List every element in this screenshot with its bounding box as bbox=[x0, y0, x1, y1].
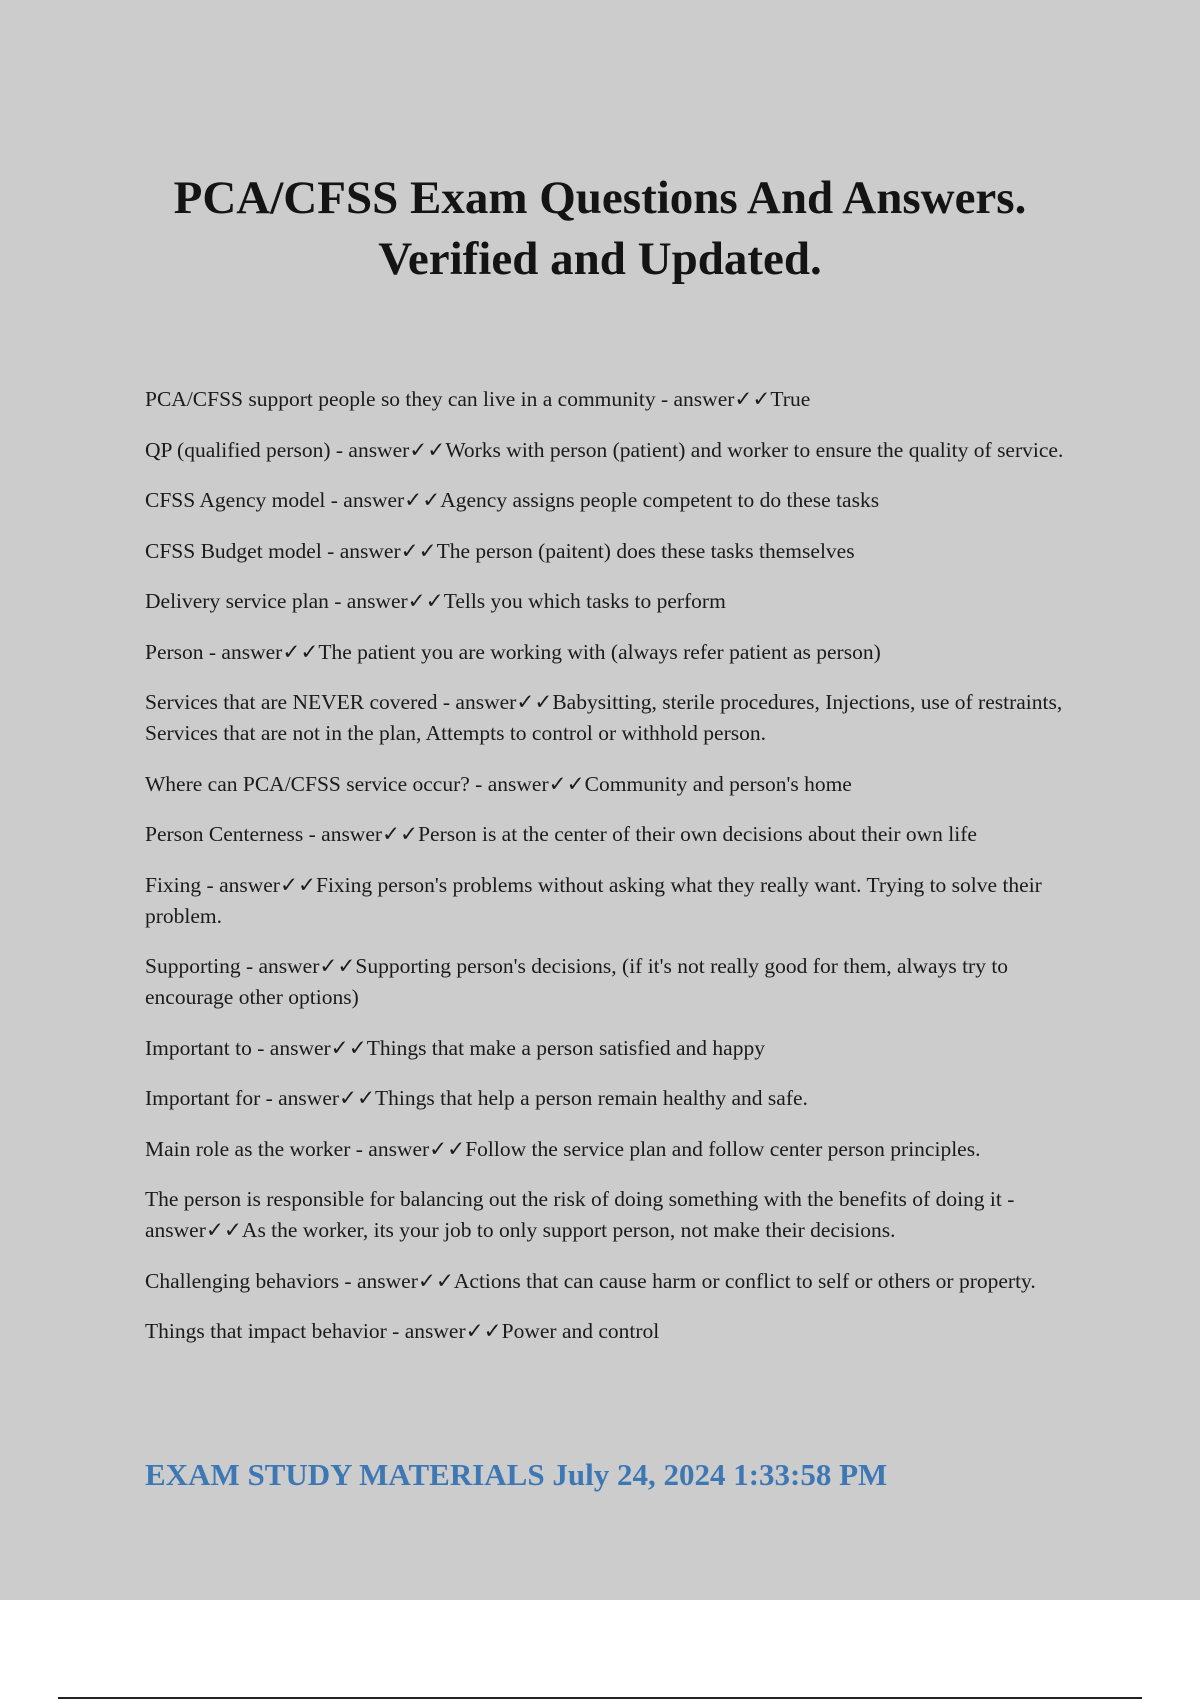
qa-item: Person - answer✓✓The patient you are working with (always refer patient as person) bbox=[145, 639, 881, 664]
qa-item: Things that impact behavior - answer✓✓Power and control bbox=[145, 1319, 660, 1343]
title-line-1: PCA/CFSS Exam Questions And Answers. bbox=[173, 172, 1027, 224]
qa-item: Supporting - answer✓✓Supporting person's decisions, (if it's not really good for them, always try to encourage other options) bbox=[145, 954, 1009, 1009]
qa-item: Delivery service plan - answer✓✓Tells you which tasks to perform bbox=[145, 589, 726, 613]
qa-item: Fixing - answer✓✓Fixing person's problems without asking what they really want. Trying to solve their problem. bbox=[145, 872, 1042, 928]
title-line-2: Verified and Updated. bbox=[378, 233, 822, 285]
qa-item: Important for - answer✓✓Things that help a person remain healthy and safe. bbox=[145, 1086, 808, 1110]
bottom-divider bbox=[58, 1697, 1142, 1699]
qa-item: Where can PCA/CFSS service occur? - answer✓✓Community and person's home bbox=[145, 771, 852, 796]
qa-item: PCA/CFSS support people so they can live in a community - answer✓✓True bbox=[145, 387, 811, 411]
qa-item: The person is responsible for balancing out the risk of doing something with the benefits of doing it - answer✓✓As the worker, its your job to only support person, not make their decisions. bbox=[145, 1187, 1015, 1242]
qa-item: Services that are NEVER covered - answer✓✓Babysitting, sterile procedures, Injections, use of restraints, Services that are not in the plan, Attempts to control or withhold person. bbox=[145, 690, 1063, 745]
qa-item: Challenging behaviors - answer✓✓Actions that can cause harm or conflict to self or others or property. bbox=[145, 1268, 1036, 1293]
document-title bbox=[100, 168, 1100, 290]
footer-label: EXAM STUDY MATERIALS July 24, 2024 1:33:58 PM bbox=[145, 1457, 888, 1492]
qa-item: CFSS Agency model - answer✓✓Agency assigns people competent to do these tasks bbox=[145, 488, 880, 512]
qa-item: QP (qualified person) - answer✓✓Works with person (patient) and worker to ensure the quality of service. bbox=[145, 437, 1064, 462]
qa-item: Important to - answer✓✓Things that make a person satisfied and happy bbox=[145, 1035, 765, 1060]
qa-item: CFSS Budget model - answer✓✓The person (paitent) does these tasks themselves bbox=[145, 538, 855, 563]
qa-list bbox=[145, 384, 1095, 1367]
qa-item: Main role as the worker - answer✓✓Follow the service plan and follow center person principles. bbox=[145, 1136, 981, 1161]
qa-item: Person Centerness - answer✓✓Person is at the center of their own decisions about their own life bbox=[145, 822, 977, 846]
